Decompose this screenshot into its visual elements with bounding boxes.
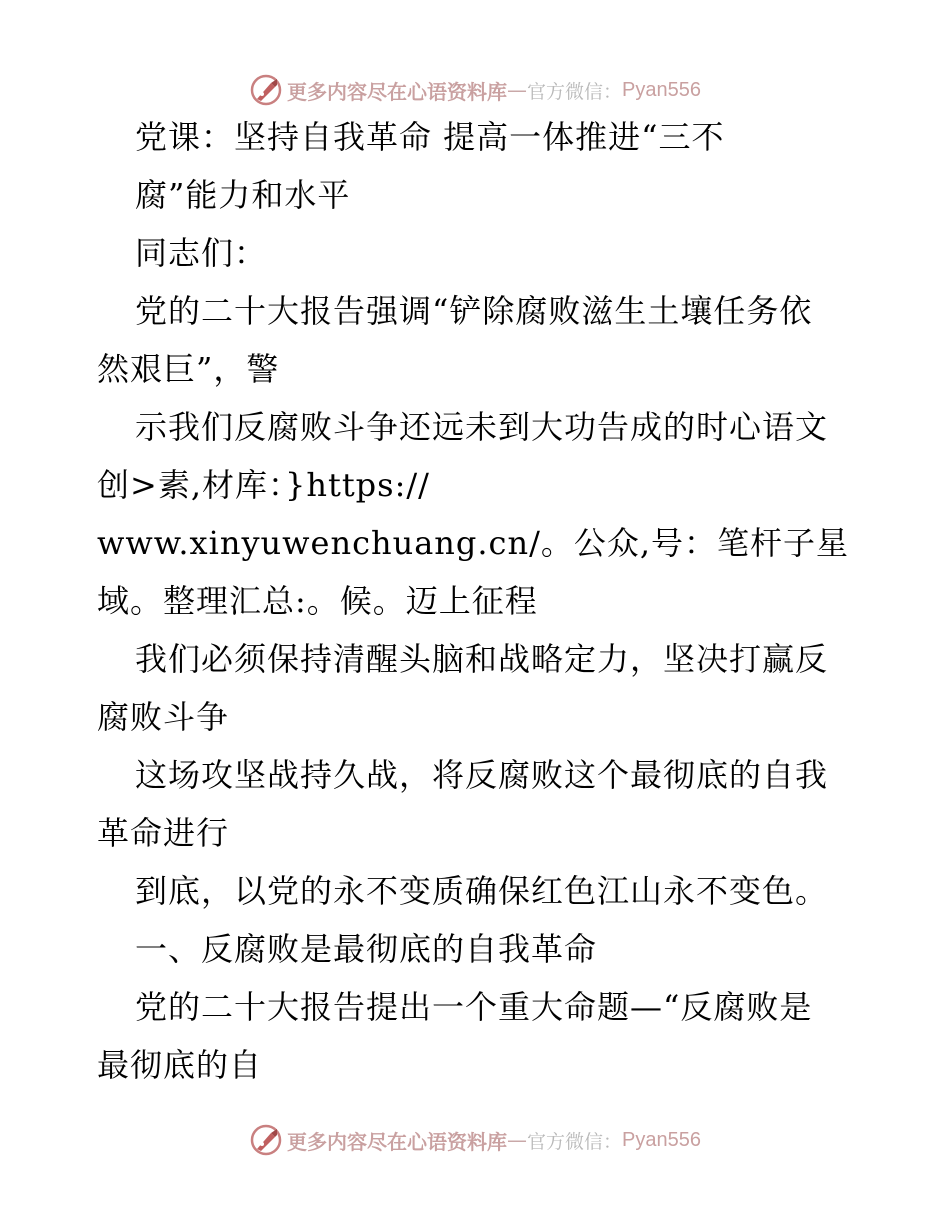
doc-line: 示我们反腐败斗争还远未到大功告成的时心语文: [135, 408, 829, 446]
banner-wechat-label: 官方微信：: [527, 1130, 623, 1153]
doc-line: 革命进行: [97, 814, 230, 852]
pen-nib-logo-icon: [249, 73, 283, 107]
doc-line: 这场攻坚战持久战，将反腐败这个最彻底的自我: [135, 756, 829, 794]
doc-line: 我们必须保持清醒头脑和战略定力，坚决打赢反: [135, 640, 829, 678]
doc-line: 最彻底的自: [97, 1046, 263, 1084]
doc-section-heading: 一、反腐败是最彻底的自我革命: [135, 930, 598, 968]
banner-text: 更多内容尽在心语资料库: [287, 79, 507, 104]
pen-nib-logo-icon: [249, 1123, 283, 1157]
banner-wechat-label: 官方微信：: [527, 80, 623, 103]
banner-wechat-id: Pyan556: [622, 1128, 701, 1151]
doc-line: 到底，以党的永不变质确保红色江山永不变色。: [135, 872, 829, 910]
doc-line: 党的二十大报告提出一个重大命题—“反腐败是: [135, 988, 813, 1026]
doc-salutation: 同志们：: [135, 234, 268, 272]
doc-title-line-1: 党课：坚持自我革命 提高一体推进“三不: [135, 118, 725, 156]
banner-separator: —: [507, 1128, 527, 1152]
doc-line: 创>素,材库：}https://: [97, 466, 430, 504]
doc-line: 域。整理汇总:。候。迈上征程: [97, 582, 538, 620]
doc-line: 然艰巨”，警: [97, 350, 280, 388]
header-watermark-banner: [0, 70, 950, 110]
banner-text: 更多内容尽在心语资料库: [287, 1129, 507, 1154]
banner-wechat-id: Pyan556: [622, 78, 701, 101]
doc-line: 腐败斗争: [97, 698, 230, 736]
banner-separator: —: [507, 78, 527, 102]
footer-watermark-banner: [0, 1120, 950, 1160]
doc-title-line-2: 腐”能力和水平: [135, 176, 351, 214]
doc-line: 党的二十大报告强调“铲除腐败滋生土壤任务依: [135, 292, 813, 330]
doc-line: www.xinyuwenchuang.cn/。公众,号：笔杆子星: [97, 524, 850, 562]
